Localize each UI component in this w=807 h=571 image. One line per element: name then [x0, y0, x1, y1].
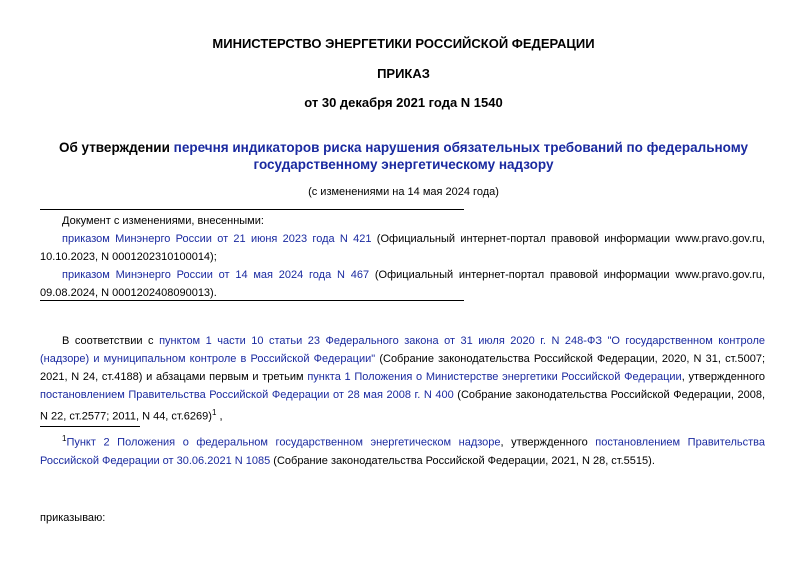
- title-prefix: Об утверждении: [58, 140, 174, 155]
- change-rest-1: (Официальный интернет-портал правовой информации www.pravo.gov.ru, 10.10.2023, N 0001202310100014);: [40, 233, 765, 263]
- change-rest-2: (Официальный интернет-портал правовой информации www.pravo.gov.ru, 09.08.2024, N 0001202408090013).: [40, 269, 765, 299]
- title-link[interactable]: перечня индикаторов риска нарушения обязательных требований по федеральному государственному энергетическому надзору: [173, 140, 749, 172]
- footnote-paragraph: [40, 430, 765, 470]
- resolution-400-link[interactable]: постановлением Правительства Российской Федерации от 28 мая 2008 г. N 400: [40, 389, 454, 401]
- preamble-paragraph: [40, 332, 765, 426]
- footnote-divider: [40, 426, 140, 427]
- change-item: [40, 266, 765, 302]
- preamble-text-3: , утвержденного: [681, 371, 766, 383]
- edition-note: (с изменениями на 14 мая 2024 года): [308, 186, 499, 198]
- ministry-regulation-link[interactable]: пункта 1 Положения о Министерстве энергетики Российской Федерации: [307, 371, 682, 383]
- change-link-1[interactable]: приказом Минэнерго России от 21 июня 2023 года N 421: [62, 233, 372, 245]
- preamble-text-4: (Собрание законодательства Российской Федерации, 2008, N 22, ст.2577; 2011, N 44, ст.6269): [40, 389, 765, 423]
- date-number-heading: от 30 декабря 2021 года N 1540: [304, 95, 503, 110]
- preamble-text-1: В соответствии с: [62, 335, 160, 347]
- closing-word: приказываю:: [40, 512, 106, 524]
- changes-block: [40, 212, 765, 302]
- change-link-2[interactable]: приказом Минэнерго России от 14 мая 2024 года N 467: [62, 269, 370, 281]
- footnote-mark: 1: [62, 434, 67, 443]
- document-title: [40, 139, 767, 173]
- ministry-heading: МИНИСТЕРСТВО ЭНЕРГЕТИКИ РОССИЙСКОЙ ФЕДЕРАЦИИ: [212, 36, 595, 51]
- footnote-text-1: , утвержденного: [500, 436, 596, 449]
- changes-bottom-divider: [40, 300, 464, 301]
- footnote-link-2[interactable]: постановлением Правительства Российской Федерации от 30.06.2021 N 1085: [40, 436, 765, 467]
- footnote-text-2: (Собрание законодательства Российской Федерации, 2021, N 28, ст.5515).: [270, 454, 655, 467]
- footnote-link-1[interactable]: Пункт 2 Положения о федеральном государственном энергетическом надзоре: [66, 436, 501, 449]
- doc-type-heading: ПРИКАЗ: [377, 66, 430, 81]
- footnote-ref[interactable]: 1: [211, 408, 217, 417]
- change-item: [40, 230, 765, 266]
- changes-top-divider: [40, 209, 464, 210]
- changes-intro: Документ с изменениями, внесенными:: [62, 215, 264, 227]
- preamble-text-5: ,: [216, 410, 223, 423]
- preamble-text-2: (Собрание законодательства Российской Федерации, 2020, N 31, ст.5007; 2021, N 24, ст.4188) и абзацами первым и третьим: [40, 353, 765, 383]
- law-248-link[interactable]: пунктом 1 части 10 статьи 23 Федерального закона от 31 июля 2020 г. N 248-ФЗ "О государственном контроле (надзоре) и муниципальном контроле в Российской Федерации": [40, 335, 766, 365]
